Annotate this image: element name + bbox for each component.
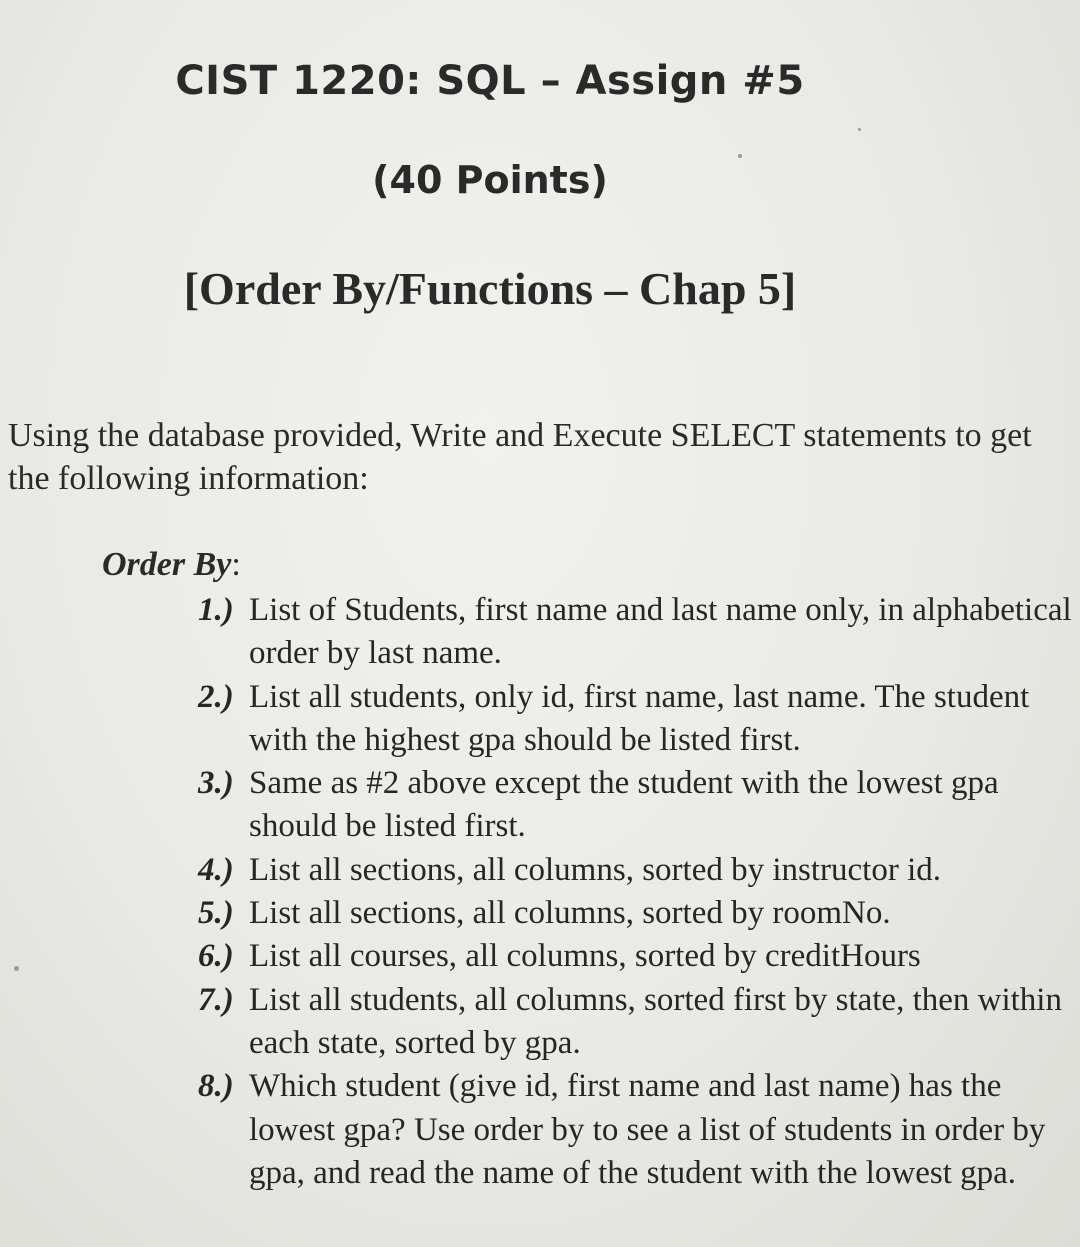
section-colon: :	[231, 546, 241, 583]
item-number: 8.)	[198, 1068, 234, 1105]
paper-speck	[858, 128, 861, 131]
paper-speck	[738, 154, 742, 158]
list-item	[198, 979, 1078, 1066]
item-number: 3.)	[198, 765, 234, 802]
section-heading	[102, 546, 241, 584]
paper-speck	[14, 966, 19, 971]
item-text: Same as #2 above except the student with the lowest gpa should be listed first.	[249, 765, 999, 845]
instructions-paragraph: Using the database provided, Write and Execute SELECT statements to get the following information:	[8, 417, 1032, 497]
list-item	[198, 892, 1078, 935]
list-item	[198, 762, 1078, 849]
list-item	[198, 849, 1078, 892]
list-item	[198, 1065, 1078, 1195]
item-number: 2.)	[198, 678, 234, 715]
item-text: List all students, only id, first name, last name. The student with the highest gpa should be listed first.	[249, 678, 1030, 758]
list-item	[198, 589, 1078, 676]
assignment-title: CIST 1220: SQL – Assign #5	[175, 58, 805, 104]
points-label: (40 Points)	[372, 158, 608, 202]
item-text: List all courses, all columns, sorted by creditHours	[249, 938, 921, 975]
item-text: List of Students, first name and last name only, in alphabetical order by last name.	[249, 592, 1072, 672]
list-item	[198, 935, 1078, 978]
item-text: List all sections, all columns, sorted by instructor id.	[249, 851, 941, 888]
item-text: List all students, all columns, sorted first by state, then within each state, sorted by gpa.	[249, 981, 1062, 1061]
item-number: 7.)	[198, 981, 234, 1018]
item-number: 1.)	[198, 592, 234, 628]
question-list	[198, 589, 1078, 1195]
section-label: Order By	[102, 546, 232, 583]
item-text: List all sections, all columns, sorted by roomNo.	[249, 895, 891, 932]
item-number: 6.)	[198, 938, 234, 975]
item-number: 4.)	[198, 851, 234, 888]
item-number: 5.)	[198, 895, 234, 932]
list-item	[198, 676, 1078, 763]
topic-subtitle: [Order By/Functions – Chap 5]	[183, 263, 797, 314]
item-text: Which student (give id, first name and last name) has the lowest gpa? Use order by to see a list of students in order by gpa, and read the name of the student with the lowest gpa.	[249, 1068, 1046, 1191]
